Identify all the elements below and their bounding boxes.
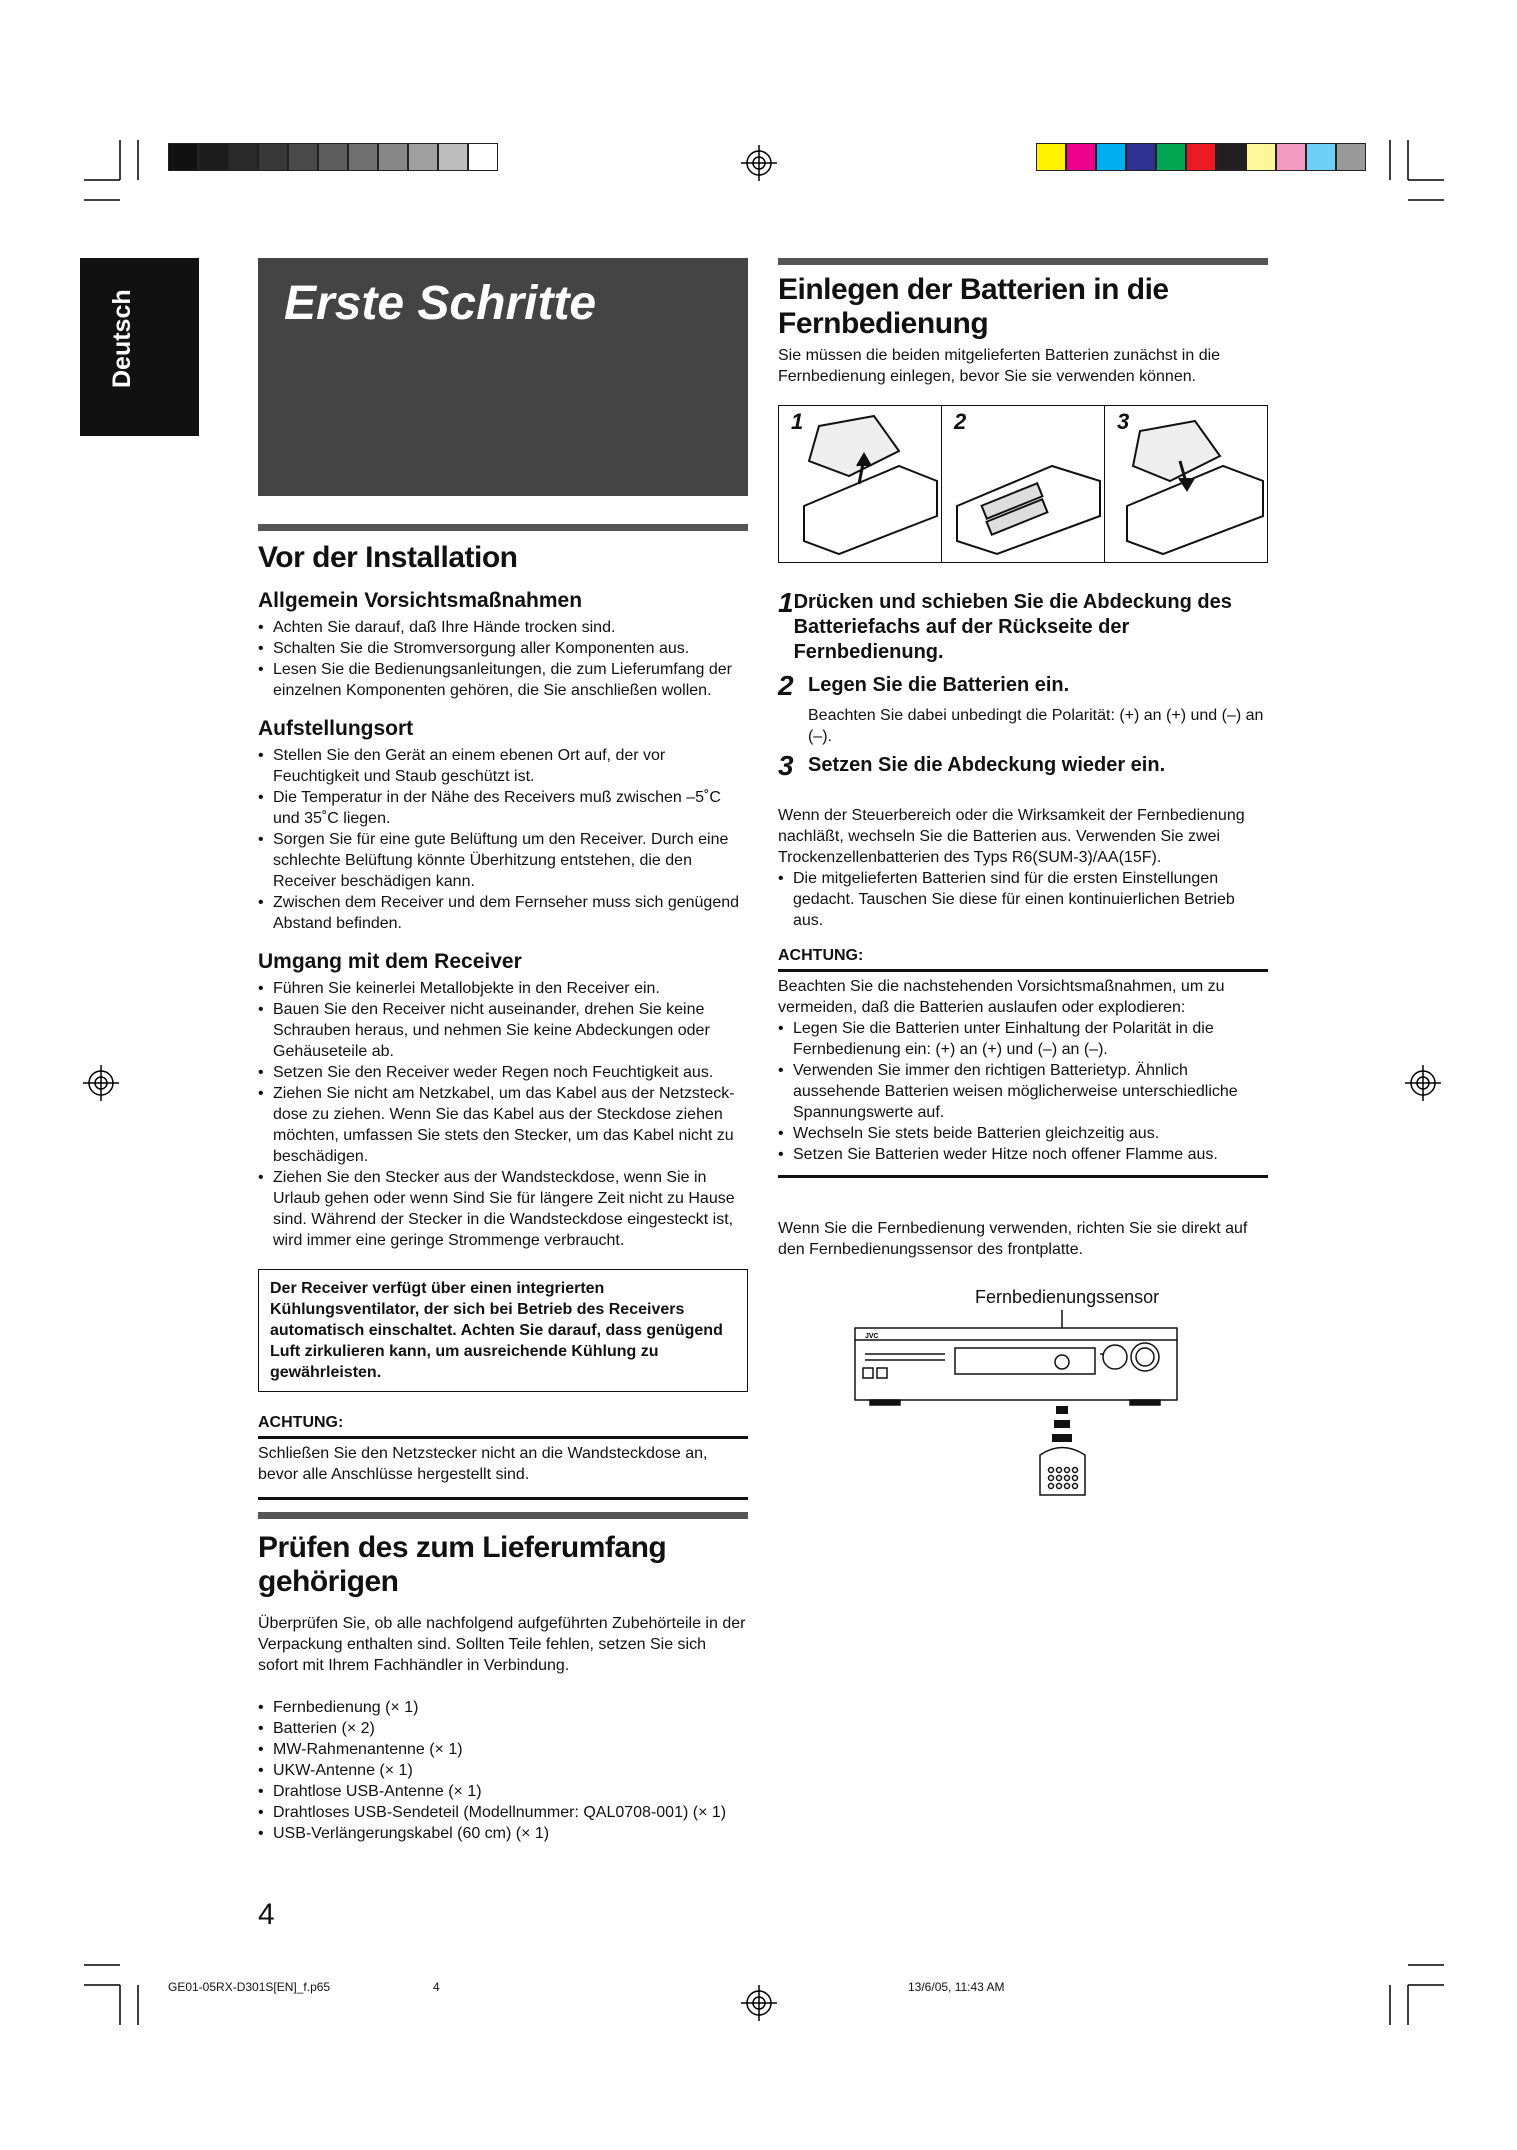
receiver-remote-illustration xyxy=(845,1310,1185,1500)
color-swatch xyxy=(168,143,198,171)
list-item: • Die Temperatur in der Nähe des Receivers muß zwischen –5˚C und 35˚C liegen. xyxy=(258,787,748,829)
remote-control-icon xyxy=(1040,1448,1085,1496)
color-swatch xyxy=(1036,143,1066,171)
general-heading: Allgemein Vorsichtsmaßnahmen xyxy=(258,589,583,612)
step-3 xyxy=(778,750,1268,781)
battery-section xyxy=(778,258,1268,387)
location-list xyxy=(258,745,748,934)
list-item: • Wechseln Sie stets beide Batterien gleichzeitig aus. xyxy=(778,1123,1268,1144)
list-item: • Batterien (× 2) xyxy=(258,1718,748,1739)
check-heading: Prüfen des zum Lieferumfang gehörigen xyxy=(258,1531,667,1598)
handling-heading: Umgang mit dem Receiver xyxy=(258,950,522,973)
list-item: • USB-Verlängerungskabel (60 cm) (× 1) xyxy=(258,1823,748,1844)
figure-step-1 xyxy=(779,406,942,562)
list-item: • Führen Sie keinerlei Metallobjekte in den Receiver ein. xyxy=(258,978,748,999)
step-number: 2 xyxy=(778,670,794,701)
language-label: Deutsch xyxy=(108,289,136,388)
list-item: • Fernbedienung (× 1) xyxy=(258,1697,748,1718)
battery-intro: Sie müssen die beiden mitgelieferten Batterien zunächst in die Fernbedienung einlegen, bevor Sie sie verwenden können. xyxy=(778,347,1221,385)
handling-list xyxy=(258,978,748,1251)
list-item: • Setzen Sie Batterien weder Hitze noch offener Flamme aus. xyxy=(778,1144,1268,1165)
color-swatch xyxy=(318,143,348,171)
section-rule xyxy=(778,258,1268,265)
color-swatch xyxy=(468,143,498,171)
chapter-title-box xyxy=(258,258,748,496)
caution-rule xyxy=(258,1436,748,1439)
footer-page: 4 xyxy=(433,1980,440,1994)
language-tab xyxy=(80,258,199,436)
list-item: • Drahtlose USB-Antenne (× 1) xyxy=(258,1781,748,1802)
replace-list xyxy=(778,868,1268,931)
list-item: • Die mitgelieferten Batterien sind für die ersten Einstellungen gedacht. Tauschen Sie diese für einen kontinuierlichen Betrieb aus. xyxy=(778,868,1268,931)
install-heading: Vor der Installation xyxy=(258,541,518,574)
list-item: • Verwenden Sie immer den richtigen Batterietyp. Ähnlich aussehende Batterien weisen möglicherweise unterschiedliche Spannungswerte auf. xyxy=(778,1060,1268,1123)
color-swatch xyxy=(408,143,438,171)
section-rule xyxy=(258,1512,748,1519)
list-item: • Legen Sie die Batterien unter Einhaltung der Polarität in die Fernbedienung ein: (+) an (+) und (–) an (–). xyxy=(778,1018,1268,1060)
list-item: • Zwischen dem Receiver und dem Fernseher muss sich genügend Abstand befinden. xyxy=(258,892,748,934)
caution-label: ACHTUNG: xyxy=(258,1414,344,1431)
aim-text: Wenn Sie die Fernbedienung verwenden, richten Sie sie direkt auf den Fernbedienungssensor des frontplatte. xyxy=(778,1220,1248,1258)
step-2-note: Beachten Sie dabei unbedingt die Polarität: (+) an (+) und (–) an (–). xyxy=(808,707,1264,745)
color-swatch xyxy=(1186,143,1216,171)
list-item: • Setzen Sie den Receiver weder Regen noch Feuchtigkeit aus. xyxy=(258,1062,748,1083)
list-item: • Drahtloses USB-Sendeteil (Modellnummer: QAL0708-001) (× 1) xyxy=(258,1802,748,1823)
step-number: 3 xyxy=(778,750,794,781)
step-text: Drücken und schieben Sie die Abdeckung des Batteriefachs auf der Rückseite der Fernbedienung. xyxy=(793,591,1232,663)
list-item: • Lesen Sie die Bedienungsanleitungen, die zum Lieferumfang der einzelnen Komponenten gehören, die Sie anschließen wollen. xyxy=(258,659,748,701)
check-intro: Überprüfen Sie, ob alle nachfolgend aufgeführten Zubehörteile in der Verpackung enthalten sind. Sollten Teile fehlen, setzen Sie sich sofort mit Ihrem Fachhändler in Verbindung. xyxy=(258,1615,746,1674)
color-swatch xyxy=(1276,143,1306,171)
battery-caution-intro: Beachten Sie die nachstehenden Vorsichtsmaßnahmen, um zu vermeiden, daß die Batterien auslaufen oder explodieren: xyxy=(778,978,1225,1016)
step-1 xyxy=(778,587,1268,665)
color-swatch xyxy=(288,143,318,171)
battery-caution-label: ACHTUNG: xyxy=(778,947,864,964)
color-swatch xyxy=(1336,143,1366,171)
location-heading: Aufstellungsort xyxy=(258,717,414,740)
color-swatch xyxy=(1066,143,1096,171)
battery-heading: Einlegen der Batterien in die Fernbedienung xyxy=(778,273,1169,340)
section-rule xyxy=(258,524,748,531)
list-item: • Stellen Sie den Gerät an einem ebenen Ort auf, der vor Feuchtigkeit und Staub geschützt ist. xyxy=(258,745,748,787)
remote-cover-icon xyxy=(779,406,941,562)
cooling-note-box: Der Receiver verfügt über einen integrierten Kühlungsventilator, der sich bei Betrieb des Receivers automatisch einschaltet. Achten Sie darauf, dass genügend Luft zirkulieren kann, um ausreichende Kühlung zu gewährleisten. xyxy=(258,1269,748,1392)
footer-file: GE01-05RX-D301S[EN]_f.p65 xyxy=(168,1980,331,1994)
step-2 xyxy=(778,670,1268,701)
color-swatch xyxy=(228,143,258,171)
accessory-list xyxy=(258,1697,748,1844)
color-swatch xyxy=(438,143,468,171)
list-item: • Ziehen Sie den Stecker aus der Wandsteckdose, wenn Sie in Urlaub gehen oder wenn Sind Sie für längere Zeit nicht zu Hause sind. Während der Stecker in die Wandsteckdose eingesteckt ist, wird immer eine geringe Strommenge verbraucht. xyxy=(258,1167,748,1251)
left-column xyxy=(258,524,748,1500)
color-swatch xyxy=(1216,143,1246,171)
figure-number: 2 xyxy=(954,409,967,434)
color-swatch xyxy=(1126,143,1156,171)
sensor-label: Fernbedienungssensor xyxy=(975,1287,1160,1307)
figure-step-2 xyxy=(942,406,1105,562)
general-list xyxy=(258,617,748,701)
color-swatch xyxy=(348,143,378,171)
battery-steps xyxy=(778,587,1268,1260)
color-swatch xyxy=(258,143,288,171)
color-swatch xyxy=(378,143,408,171)
color-swatch xyxy=(1096,143,1126,171)
list-item: • MW-Rahmenantenne (× 1) xyxy=(258,1739,748,1760)
footer-date: 13/6/05, 11:43 AM xyxy=(908,1980,1005,1994)
chapter-title: Erste Schritte xyxy=(284,277,597,330)
page-number: 4 xyxy=(258,1898,275,1931)
figure-step-3 xyxy=(1105,406,1267,562)
check-section xyxy=(258,1512,748,1844)
battery-figure xyxy=(778,405,1268,563)
color-strip xyxy=(1036,143,1366,171)
step-text: Setzen Sie die Abdeckung wieder ein. xyxy=(808,754,1166,776)
remote-batteries-icon xyxy=(942,406,1104,562)
battery-caution-list xyxy=(778,1018,1268,1165)
caution-end-rule xyxy=(258,1497,748,1500)
figure-number: 3 xyxy=(1117,409,1130,434)
color-swatch xyxy=(1246,143,1276,171)
figure-number: 1 xyxy=(791,409,804,434)
caution-end-rule xyxy=(778,1175,1268,1178)
list-item: • UKW-Antenne (× 1) xyxy=(258,1760,748,1781)
list-item: • Sorgen Sie für eine gute Belüftung um den Receiver. Durch eine schlechte Belüftung könnte Überhitzung entstehen, die den Receiver beschädigen kann. xyxy=(258,829,748,892)
remote-cover-close-icon xyxy=(1105,406,1267,562)
color-swatch xyxy=(198,143,228,171)
replace-text: Wenn der Steuerbereich oder die Wirksamkeit der Fernbedienung nachläßt, wechseln Sie die Batterien aus. Verwenden Sie zwei Trockenzellenbatterien des Typs R6(SUM-3)/AA(15F). xyxy=(778,807,1245,866)
gray-color-strip xyxy=(168,143,498,171)
list-item: • Achten Sie darauf, daß Ihre Hände trocken sind. xyxy=(258,617,748,638)
caution-rule xyxy=(778,969,1268,972)
caution-text: Schließen Sie den Netzstecker nicht an die Wandsteckdose an, bevor alle Anschlüsse hergestellt sind. xyxy=(258,1445,708,1483)
list-item: • Bauen Sie den Receiver nicht auseinander, drehen Sie keine Schrauben heraus, und nehmen Sie keine Abdeckungen oder Gehäuseteile ab. xyxy=(258,999,748,1062)
device-brand: JVC xyxy=(865,1333,879,1340)
step-text: Legen Sie die Batterien ein. xyxy=(808,674,1070,696)
list-item: • Ziehen Sie nicht am Netzkabel, um das Kabel aus der Netzsteck-dose zu ziehen. Wenn Sie das Kabel aus der Steckdose ziehen möchten, umfassen Sie stets den Stecker, um das Kabel nicht zu beschädigen. xyxy=(258,1083,748,1167)
color-swatch xyxy=(1306,143,1336,171)
step-number: 1 xyxy=(778,587,794,618)
list-item: • Schalten Sie die Stromversorgung aller Komponenten aus. xyxy=(258,638,748,659)
color-swatch xyxy=(1156,143,1186,171)
